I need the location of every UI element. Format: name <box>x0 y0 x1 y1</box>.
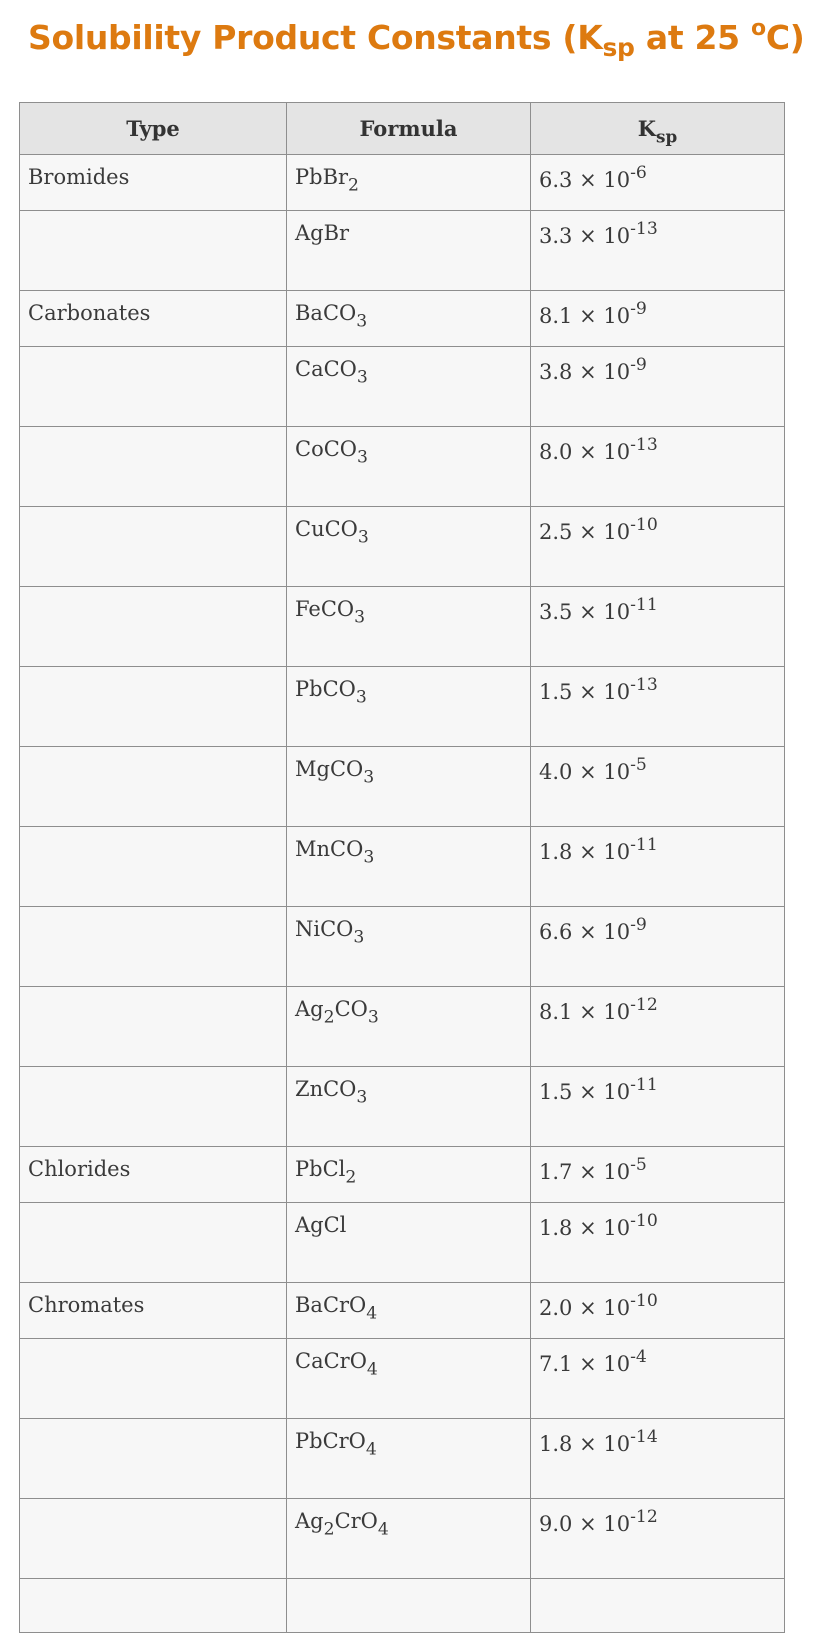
formula-cell <box>287 1419 531 1499</box>
ksp-mantissa: 8.1 × 10 <box>539 304 631 328</box>
formula-subscript: 3 <box>367 1007 379 1028</box>
ksp-exponent: -10 <box>630 1291 658 1312</box>
table-row <box>20 987 785 1067</box>
formula-text: AgBr <box>295 221 350 245</box>
ksp-value-cell <box>531 507 785 587</box>
formula-cell <box>287 1339 531 1419</box>
ksp-exponent: -11 <box>630 1075 658 1096</box>
formula-cell <box>287 587 531 667</box>
table-row <box>20 1419 785 1499</box>
ksp-mantissa: 1.5 × 10 <box>539 1080 631 1104</box>
formula-subscript: 2 <box>348 175 359 196</box>
ksp-value-cell <box>531 667 785 747</box>
ksp-value-cell <box>531 1499 785 1579</box>
ksp-mantissa: 2.5 × 10 <box>539 520 631 544</box>
formula-cell <box>287 827 531 907</box>
type-cell <box>20 1499 287 1579</box>
title-prefix: Solubility Product Constants (K <box>28 18 603 57</box>
formula-text: NiCO <box>295 917 354 941</box>
table-row <box>20 507 785 587</box>
formula-text: CoCO <box>295 437 357 461</box>
ksp-value-cell <box>531 1419 785 1499</box>
ksp-exponent: -10 <box>630 515 658 536</box>
table-row <box>20 907 785 987</box>
formula-text: BaCrO <box>295 1293 367 1317</box>
ksp-mantissa: 8.0 × 10 <box>539 440 631 464</box>
ksp-mantissa: 1.8 × 10 <box>539 1216 631 1240</box>
type-cell <box>20 1419 287 1499</box>
formula-cell <box>287 1067 531 1147</box>
formula-text: MgCO <box>295 757 364 781</box>
ksp-mantissa: 4.0 × 10 <box>539 760 631 784</box>
ksp-mantissa: 7.1 × 10 <box>539 1352 631 1376</box>
ksp-mantissa: 6.6 × 10 <box>539 920 631 944</box>
formula-text: CO <box>334 997 368 1021</box>
title-subscript: sp <box>602 33 635 62</box>
table-row <box>20 427 785 507</box>
ksp-value-cell <box>531 1339 785 1419</box>
ksp-exponent: -12 <box>630 995 658 1016</box>
ksp-header-subscript: sp <box>656 126 678 147</box>
ksp-value-cell <box>531 347 785 427</box>
type-cell <box>20 427 287 507</box>
formula-text: AgCl <box>295 1213 347 1237</box>
table-row <box>20 747 785 827</box>
ksp-mantissa: 1.8 × 10 <box>539 1432 631 1456</box>
table-row <box>20 1499 785 1579</box>
ksp-exponent: -11 <box>630 595 658 616</box>
formula-subscript: 3 <box>363 767 375 788</box>
formula-text: FeCO <box>295 597 355 621</box>
table-row <box>20 667 785 747</box>
table-row <box>20 1339 785 1419</box>
formula-subscript: 3 <box>354 607 366 628</box>
ksp-value-cell <box>531 211 785 291</box>
type-cell <box>20 1339 287 1419</box>
type-cell <box>20 1147 287 1203</box>
formula-cell <box>287 987 531 1067</box>
ksp-value-cell <box>531 155 785 211</box>
table-row <box>20 587 785 667</box>
ksp-value-cell <box>531 1147 785 1203</box>
formula-text: BaCO <box>295 301 357 325</box>
type-cell <box>20 211 287 291</box>
ksp-value-cell <box>531 1203 785 1283</box>
ksp-exponent: -12 <box>630 1507 658 1528</box>
formula-cell <box>287 1203 531 1283</box>
ksp-value-cell <box>531 1579 785 1633</box>
formula-subscript: 2 <box>323 1007 335 1028</box>
table-row <box>20 211 785 291</box>
ksp-exponent: -5 <box>630 755 647 776</box>
ksp-value-cell <box>531 587 785 667</box>
ksp-exponent: -9 <box>630 355 647 376</box>
formula-cell <box>287 747 531 827</box>
ksp-exponent: -11 <box>630 835 658 856</box>
ksp-mantissa: 6.3 × 10 <box>539 168 631 192</box>
formula-text: CrO <box>334 1509 378 1533</box>
page-title <box>28 14 805 62</box>
formula-text: PbCrO <box>295 1429 366 1453</box>
table-row <box>20 347 785 427</box>
ksp-value-cell <box>531 987 785 1067</box>
ksp-header-main: K <box>637 116 657 141</box>
formula-cell <box>287 1499 531 1579</box>
type-cell <box>20 347 287 427</box>
formula-subscript: 3 <box>357 447 368 468</box>
ksp-value-cell <box>531 747 785 827</box>
table-row <box>20 1203 785 1283</box>
formula-text: PbCl <box>295 1157 346 1181</box>
ksp-exponent: -4 <box>630 1347 647 1368</box>
formula-text: CaCO <box>295 357 357 381</box>
ksp-exponent: -9 <box>630 915 647 936</box>
formula-subscript: 2 <box>345 1167 357 1188</box>
table-body <box>20 155 785 1633</box>
type-text: Bromides <box>28 165 130 189</box>
title-suffix: C) <box>765 18 805 57</box>
type-text: Chromates <box>28 1293 145 1317</box>
formula-cell <box>287 427 531 507</box>
formula-subscript: 3 <box>356 311 368 332</box>
formula-text: Ag <box>295 997 324 1021</box>
table-row <box>20 1147 785 1203</box>
ksp-exponent: -13 <box>630 435 658 456</box>
table-header-row <box>20 103 785 155</box>
table-row <box>20 827 785 907</box>
ksp-value-cell <box>531 427 785 507</box>
table-row <box>20 1579 785 1633</box>
table-row <box>20 155 785 211</box>
type-cell <box>20 291 287 347</box>
formula-text: MnCO <box>295 837 364 861</box>
ksp-table <box>19 102 785 1633</box>
type-text: Carbonates <box>28 301 151 325</box>
formula-text: ZnCO <box>295 1077 357 1101</box>
type-cell <box>20 1203 287 1283</box>
ksp-mantissa: 2.0 × 10 <box>539 1296 631 1320</box>
type-text: Chlorides <box>28 1157 131 1181</box>
formula-subscript: 4 <box>366 1303 378 1324</box>
ksp-exponent: -6 <box>630 163 647 184</box>
type-cell <box>20 1579 287 1633</box>
type-cell <box>20 827 287 907</box>
formula-subscript: 2 <box>323 1519 335 1540</box>
type-cell <box>20 667 287 747</box>
formula-cell <box>287 1283 531 1339</box>
formula-cell <box>287 1579 531 1633</box>
formula-subscript: 3 <box>357 527 369 548</box>
formula-subscript: 3 <box>355 687 367 708</box>
ksp-mantissa: 3.3 × 10 <box>539 224 631 248</box>
ksp-mantissa: 9.0 × 10 <box>539 1512 631 1536</box>
ksp-value-cell <box>531 1283 785 1339</box>
formula-subscript: 4 <box>365 1439 377 1460</box>
ksp-mantissa: 1.8 × 10 <box>539 840 631 864</box>
formula-cell <box>287 667 531 747</box>
formula-cell <box>287 907 531 987</box>
ksp-mantissa: 1.7 × 10 <box>539 1160 631 1184</box>
formula-text: Ag <box>295 1509 324 1533</box>
formula-text: CaCrO <box>295 1349 367 1373</box>
formula-cell <box>287 347 531 427</box>
formula-subscript: 3 <box>356 1087 368 1108</box>
ksp-exponent: -13 <box>630 675 658 696</box>
ksp-mantissa: 1.5 × 10 <box>539 680 631 704</box>
ksp-value-cell <box>531 907 785 987</box>
type-cell <box>20 747 287 827</box>
ksp-mantissa: 8.1 × 10 <box>539 1000 631 1024</box>
formula-cell <box>287 1147 531 1203</box>
type-cell <box>20 587 287 667</box>
type-cell <box>20 1283 287 1339</box>
formula-subscript: 3 <box>363 847 375 868</box>
formula-cell <box>287 211 531 291</box>
type-cell <box>20 987 287 1067</box>
formula-subscript: 4 <box>377 1519 389 1540</box>
title-degree-superscript: o <box>751 16 766 41</box>
formula-cell <box>287 507 531 587</box>
formula-cell <box>287 291 531 347</box>
type-cell <box>20 155 287 211</box>
ksp-exponent: -5 <box>630 1155 647 1176</box>
type-cell <box>20 1067 287 1147</box>
ksp-exponent: -10 <box>630 1211 658 1232</box>
formula-subscript: 3 <box>356 367 368 388</box>
formula-column-header: Formula <box>287 103 531 155</box>
ksp-mantissa: 3.8 × 10 <box>539 360 631 384</box>
ksp-mantissa: 3.5 × 10 <box>539 600 631 624</box>
table-row <box>20 291 785 347</box>
type-column-header: Type <box>20 103 287 155</box>
formula-cell <box>287 155 531 211</box>
formula-text: CuCO <box>295 517 358 541</box>
ksp-exponent: -9 <box>630 299 647 320</box>
title-middle: at 25 <box>634 18 751 57</box>
type-cell <box>20 507 287 587</box>
type-cell <box>20 907 287 987</box>
ksp-exponent: -13 <box>630 219 658 240</box>
ksp-column-header <box>531 103 785 155</box>
ksp-exponent: -14 <box>630 1427 658 1448</box>
formula-subscript: 4 <box>366 1359 378 1380</box>
ksp-value-cell <box>531 827 785 907</box>
formula-text: PbBr <box>295 165 349 189</box>
ksp-value-cell <box>531 1067 785 1147</box>
table-row <box>20 1283 785 1339</box>
table-row <box>20 1067 785 1147</box>
formula-subscript: 3 <box>353 927 365 948</box>
formula-text: PbCO <box>295 677 356 701</box>
ksp-value-cell <box>531 291 785 347</box>
